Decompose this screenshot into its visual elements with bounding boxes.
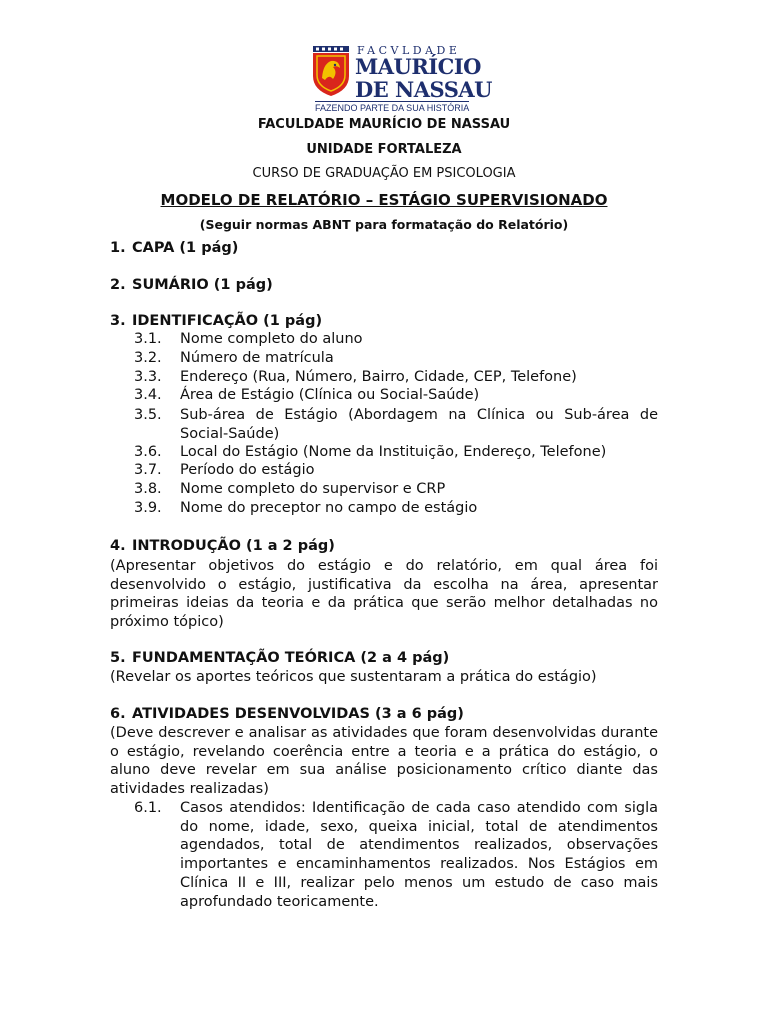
logo-faculty-word: FACVLDADE (357, 44, 461, 57)
list-item (134, 481, 445, 497)
item-text: Casos atendidos: Identificação de cada caso atendido com sigla do nome, idade, sexo, queixa inicial, total de atendimentos agendados, total de atendimentos realizados, observações importantes e encaminhamentos realizados. Nos Estágios em Clínica II e III, realizar pelo menos um estudo de caso mais aprofundado teoricamente. (180, 800, 658, 910)
item-text: Número de matrícula (180, 350, 334, 366)
document-title: MODELO DE RELATÓRIO – ESTÁGIO SUPERVISIONADO (160, 191, 608, 209)
list-item (134, 444, 606, 460)
section-number: 6. (110, 706, 126, 722)
item-text: Nome completo do aluno (180, 331, 363, 347)
item-number: 3.2. (134, 350, 162, 366)
list-item (134, 799, 658, 911)
section-description: (Revelar os aportes teóricos que sustentaram a prática do estágio) (110, 669, 597, 685)
section-description: (Apresentar objetivos do estágio e do relatório, em qual área foi desenvolvido o estágio, justificativa da escolha na área, apresentar primeiras ideias da teoria e da prática que serão melhor detalhadas no próximo tópico) (110, 558, 658, 631)
item-text: Local do Estágio (Nome da Instituição, Endereço, Telefone) (180, 444, 607, 460)
item-number: 3.5. (134, 407, 162, 423)
item-text: Período do estágio (180, 462, 315, 478)
list-item (134, 387, 479, 403)
shield-emblem-icon (313, 46, 349, 96)
section-number: 2. (110, 277, 126, 293)
list-item (134, 500, 477, 516)
section-heading-capa (110, 240, 238, 256)
list-item (134, 369, 577, 385)
list-item (134, 406, 658, 443)
faculty-logo (313, 44, 492, 114)
course-name: CURSO DE GRADUAÇÃO EM PSICOLOGIA (252, 166, 516, 181)
item-text: Nome do preceptor no campo de estágio (180, 500, 478, 516)
institution-name: FACULDADE MAURÍCIO DE NASSAU (257, 117, 511, 132)
logo-tagline: FAZENDO PARTE DA SUA HISTÓRIA (315, 103, 470, 113)
list-item (134, 350, 334, 366)
item-number: 3.9. (134, 500, 162, 516)
section-heading-introducao (110, 538, 335, 554)
section-label: IDENTIFICAÇÃO (1 pág) (132, 313, 323, 329)
section-number: 1. (110, 240, 126, 256)
section-heading-fundamentacao (110, 650, 449, 666)
abnt-note: (Seguir normas ABNT para formatação do Relatório) (199, 217, 569, 232)
logo-name-line2: DE NASSAU (355, 77, 492, 102)
list-item (134, 462, 315, 478)
section-label: CAPA (1 pág) (132, 240, 239, 256)
list-item (134, 331, 363, 347)
item-number: 3.1. (134, 331, 162, 347)
item-text: Nome completo do supervisor e CRP (180, 481, 446, 497)
item-text: Área de Estágio (Clínica ou Social-Saúde) (180, 387, 480, 403)
section-label: INTRODUÇÃO (1 a 2 pág) (132, 538, 335, 554)
section-label: FUNDAMENTAÇÃO TEÓRICA (2 a 4 pág) (132, 650, 450, 666)
item-number: 3.7. (134, 462, 162, 478)
section-label: SUMÁRIO (1 pág) (132, 277, 273, 293)
item-number: 6.1. (134, 800, 162, 816)
section-number: 5. (110, 650, 126, 666)
logo-name-line1: MAURÍCIO (355, 54, 481, 79)
unit-name: UNIDADE FORTALEZA (306, 142, 462, 157)
section-heading-identificacao (110, 313, 322, 329)
item-text: Sub-área de Estágio (Abordagem na Clínica ou Sub-área de Social-Saúde) (180, 407, 658, 442)
section-description: (Deve descrever e analisar as atividades que foram desenvolvidas durante o estágio, revelando coerência entre a teoria e a prática do estágio, o aluno deve revelar em sua análise posicionamento crítico diante das atividades realizadas) (110, 725, 658, 798)
section-heading-atividades (110, 706, 464, 722)
item-text: Endereço (Rua, Número, Bairro, Cidade, CEP, Telefone) (180, 369, 577, 385)
section-number: 3. (110, 313, 126, 329)
section-heading-sumario (110, 277, 273, 293)
item-number: 3.3. (134, 369, 162, 385)
section-number: 4. (110, 538, 126, 554)
section-label: ATIVIDADES DESENVOLVIDAS (3 a 6 pág) (132, 706, 464, 722)
item-number: 3.8. (134, 481, 162, 497)
item-number: 3.6. (134, 444, 162, 460)
item-number: 3.4. (134, 387, 162, 403)
